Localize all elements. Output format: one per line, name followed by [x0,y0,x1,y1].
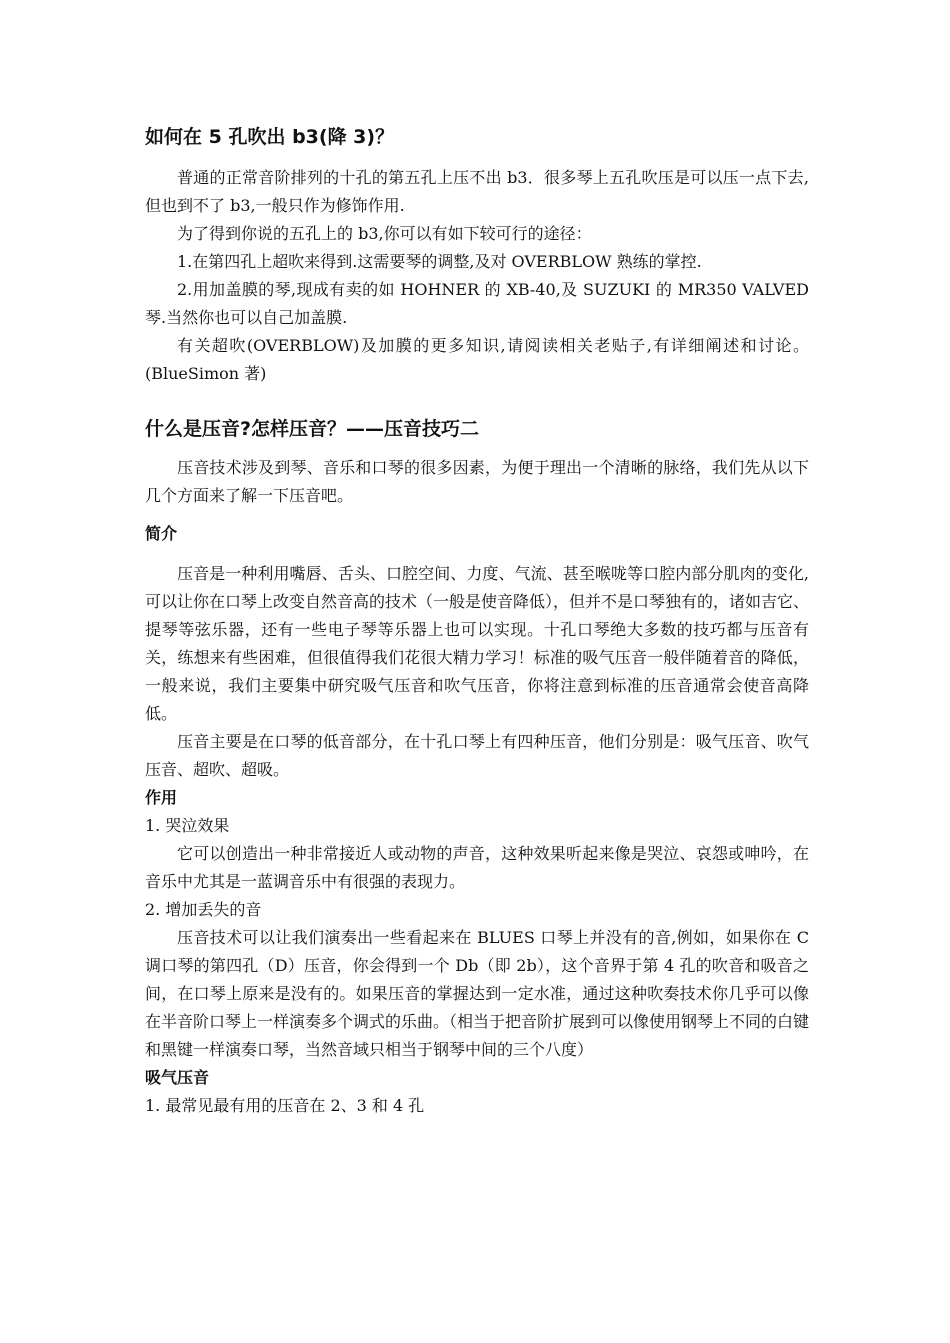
paragraph: 压音主要是在口琴的低音部分，在十孔口琴上有四种压音，他们分别是：吸气压音、吹气压音、超吹、超吸。 [145,732,809,779]
list-item: 1.在第四孔上超吹来得到.这需要琴的调整,及对 OVERBLOW 熟练的掌控. [177,252,702,271]
list-item-title: 1. 哭泣效果 [145,816,230,835]
paragraph: 压音是一种利用嘴唇、舌头、口腔空间、力度、气流、甚至喉咙等口腔内部分肌肉的变化,可以让你在口琴上改变自然音高的技术（一般是使音降低），但并不是口琴独有的，诸如吉它、提琴等弦乐器，还有一些电子琴等乐器上也可以实现。十孔口琴绝大多数的技巧都与压音有关，练想来有些困难，但很值得我们花很大精力学习！标准的吸气压音一般伴随着音的降低，一般来说，我们主要集中研究吸气压音和吹气压音，你将注意到标准的压音通常会使音高降低。 [145,564,810,723]
paragraph: 压音技术涉及到琴、音乐和口琴的很多因素，为便于理出一个清晰的脉络，我们先从以下几个方面来了解一下压音吧。 [145,458,809,505]
document-body [145,122,809,1120]
list-item-title: 2. 增加丢失的音 [145,900,262,919]
subheading-draw-bend: 吸气压音 [145,1068,210,1087]
paragraph: 压音技术可以让我们演奏出一些看起来在 BLUES 口琴上并没有的音,例如，如果你在 C 调口琴的第四孔（D）压音，你会得到一个 Db（即 2b），这个音界于第 4 孔的吹音和吸音之间，在口琴上原来是没有的。如果压音的掌握达到一定水准，通过这种吹奏技术你几乎可以像在半音阶口琴上一样演奏多个调式的乐曲。（相当于把音阶扩展到可以像使用钢琴上不同的白键和黑键一样演奏口琴，当然音域只相当于钢琴中间的三个八度） [145,928,810,1059]
paragraph: 有关超吹(OVERBLOW)及加膜的更多知识,请阅读相关老贴子,有详细阐述和讨论。(BlueSimon 著) [145,336,809,383]
section-title-blow-b3: 如何在 5 孔吹出 b3(降 3)？ [145,126,395,148]
subheading-intro: 简介 [145,524,178,543]
paragraph: 为了得到你说的五孔上的 b3,你可以有如下较可行的途径： [177,224,592,243]
paragraph: 普通的正常音阶排列的十孔的第五孔上压不出 b3．很多琴上五孔吹压是可以压一点下去,但也到不了 b3,一般只作为修饰作用. [145,168,809,215]
list-item: 2.用加盖膜的琴,现成有卖的如 HOHNER 的 XB-40,及 SUZUKI 的 MR350 VALVED 琴.当然你也可以自己加盖膜. [145,280,809,327]
section-title-bending: 什么是压音?怎样压音？——压音技巧二 [145,418,480,440]
subheading-use: 作用 [145,788,178,807]
paragraph: 它可以创造出一种非常接近人或动物的声音，这种效果听起来像是哭泣、哀怨或呻吟，在音乐中尤其是一蓝调音乐中有很强的表现力。 [145,844,809,891]
list-item-title: 1. 最常见最有用的压音在 2、3 和 4 孔 [145,1096,425,1115]
